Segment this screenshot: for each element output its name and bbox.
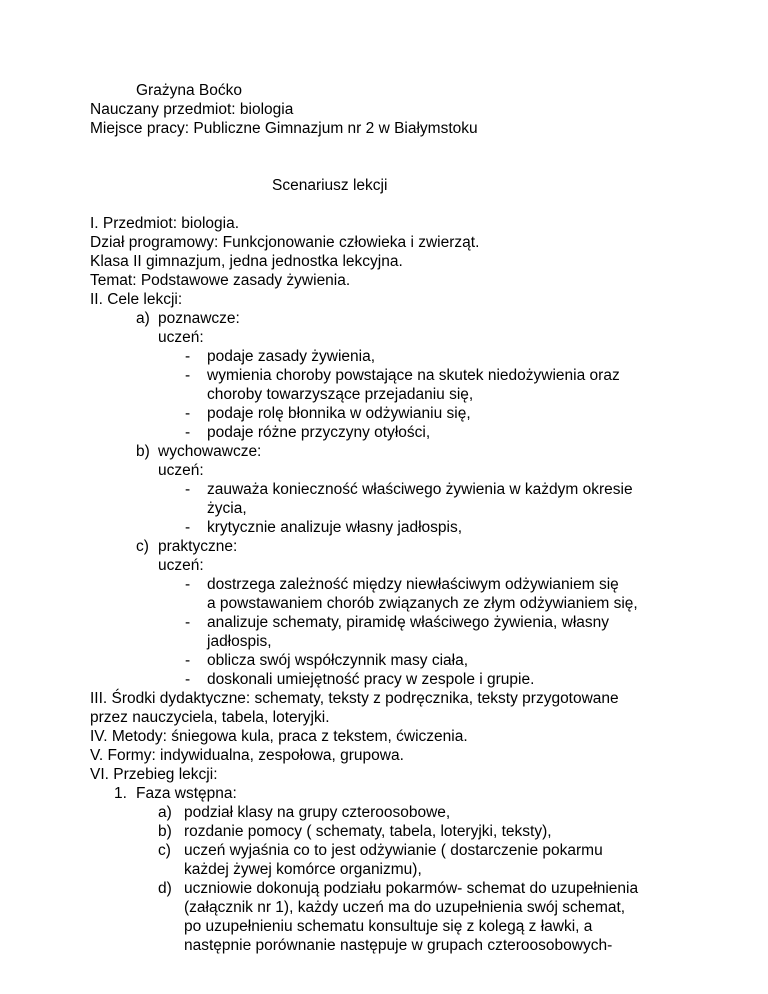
phase-title: Faza wstępna: <box>136 785 237 802</box>
step-d-text-continued: po uzupełnieniu schematu konsultuje się z kolegą z ławki, a <box>184 918 593 935</box>
list-dash: - <box>185 614 191 631</box>
list-dash: - <box>185 671 191 688</box>
section-3-line-1: III. Środki dydaktyczne: schematy, teksty z podręcznika, teksty przygotowane <box>90 690 619 707</box>
list-dash: - <box>185 348 191 365</box>
list-dash: - <box>185 405 191 422</box>
goal-b-label: b) <box>136 443 150 460</box>
section-2-heading: II. Cele lekcji: <box>90 291 183 308</box>
goal-c-label: c) <box>136 538 149 555</box>
step-d-text: uczniowie dokonują podziału pokarmów- schemat do uzupełnienia <box>184 880 639 897</box>
section-1-class: Klasa II gimnazjum, jedna jednostka lekcyjna. <box>90 253 403 270</box>
list-dash: - <box>185 424 191 441</box>
phase-label: 1. <box>114 785 127 802</box>
list-dash: - <box>185 519 191 536</box>
list-dash: - <box>185 576 191 593</box>
goal-b-student: uczeń: <box>158 462 204 479</box>
goal-c-student: uczeń: <box>158 557 204 574</box>
step-a-label: a) <box>158 804 172 821</box>
step-c-label: c) <box>158 842 171 859</box>
section-3-line-2: przez nauczyciela, tabela, loteryjki. <box>90 709 330 726</box>
workplace-line: Miejsce pracy: Publiczne Gimnazjum nr 2 w Białymstoku <box>90 120 478 137</box>
goal-a-item: podaje rolę błonnika w odżywianiu się, <box>207 405 471 422</box>
goal-a-student: uczeń: <box>158 329 204 346</box>
section-1-topic: Temat: Podstawowe zasady żywienia. <box>90 272 351 289</box>
goal-b-item: krytycznie analizuje własny jadłospis, <box>207 519 463 536</box>
step-c-text-continued: każdej żywej komórce organizmu), <box>184 861 422 878</box>
list-dash: - <box>185 652 191 669</box>
section-1-subject: I. Przedmiot: biologia. <box>90 215 240 232</box>
section-4-methods: IV. Metody: śniegowa kula, praca z tekstem, ćwiczenia. <box>90 728 468 745</box>
goal-a-item: podaje zasady żywienia, <box>207 348 376 365</box>
goal-c-item-continued: jadłospis, <box>207 633 272 650</box>
goal-a-label: a) <box>136 310 150 327</box>
step-d-label: d) <box>158 880 172 897</box>
goal-b-text: wychowawcze: <box>158 443 262 460</box>
step-b-text: rozdanie pomocy ( schematy, tabela, loteryjki, teksty), <box>184 823 552 840</box>
list-dash: - <box>185 367 191 384</box>
goal-b-item-continued: życia, <box>207 500 247 517</box>
goal-c-item: doskonali umiejętność pracy w zespole i grupie. <box>207 671 535 688</box>
list-dash: - <box>185 481 191 498</box>
step-c-text: uczeń wyjaśnia co to jest odżywianie ( dostarczenie pokarmu <box>184 842 603 859</box>
document-title: Scenariusz lekcji <box>272 177 388 194</box>
goal-c-item-continued: a powstawaniem chorób związanych ze złym odżywianiem się, <box>207 595 638 612</box>
section-6-heading: VI. Przebieg lekcji: <box>90 766 218 783</box>
step-a-text: podział klasy na grupy czteroosobowe, <box>184 804 451 821</box>
step-b-label: b) <box>158 823 172 840</box>
goal-b-item: zauważa konieczność właściwego żywienia w każdym okresie <box>207 481 633 498</box>
goal-a-item: podaje różne przyczyny otyłości, <box>207 424 431 441</box>
goal-c-text: praktyczne: <box>158 538 238 555</box>
author-name: Grażyna Boćko <box>136 82 242 99</box>
subject-line: Nauczany przedmiot: biologia <box>90 101 294 118</box>
goal-a-text: poznawcze: <box>158 310 240 327</box>
goal-c-item: analizuje schematy, piramidę właściwego żywienia, własny <box>207 614 610 631</box>
goal-c-item: oblicza swój współczynnik masy ciała, <box>207 652 469 669</box>
goal-c-item: dostrzega zależność między niewłaściwym odżywianiem się <box>207 576 619 593</box>
goal-a-item: wymienia choroby powstające na skutek niedożywienia oraz <box>207 367 620 384</box>
goal-a-item-continued: choroby towarzyszące przejadaniu się, <box>207 386 474 403</box>
section-5-forms: V. Formy: indywidualna, zespołowa, grupowa. <box>90 747 404 764</box>
step-d-text-continued: (załącznik nr 1), każdy uczeń ma do uzupełnienia swój schemat, <box>184 899 626 916</box>
step-d-text-continued: następnie porównanie następuje w grupach czteroosobowych- <box>184 937 613 954</box>
section-1-program: Dział programowy: Funkcjonowanie człowieka i zwierząt. <box>90 234 480 251</box>
